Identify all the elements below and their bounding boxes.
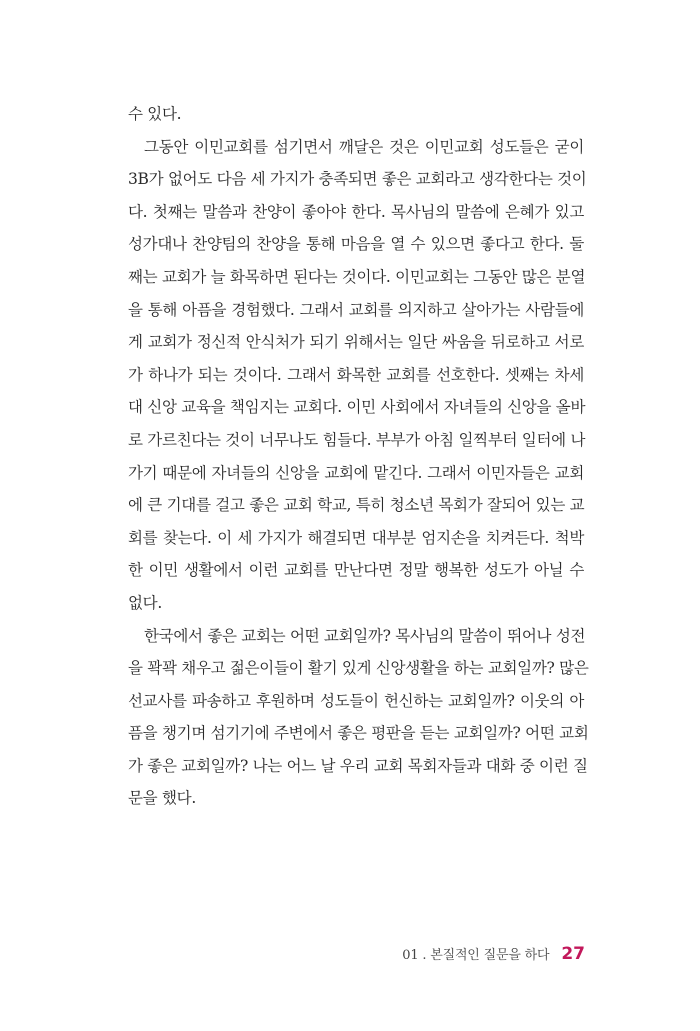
text-line: 그동안 이민교회를 섬기면서 깨달은 것은 이민교회 성도들은 굳이 [144,137,584,156]
text-line: 픔을 챙기며 섬기기에 주변에서 좋은 평판을 듣는 교회일까? 어떤 교회 [128,724,589,743]
text-line: 가 좋은 교회일까? 나는 어느 날 우리 교회 목회자들과 대화 중 이런 질 [128,756,588,775]
chapter-title: 01 . 본질적인 질문을 하다 [402,948,550,963]
text-line: 을 통해 아픔을 경험했다. 그래서 교회를 의지하고 살아가는 사람들에 [128,300,584,319]
text-line: 가기 때문에 자녀들의 신앙을 교회에 맡긴다. 그래서 이민자들은 교회 [128,463,584,482]
text-line: 게 교회가 정신적 안식처가 되기 위해서는 일단 싸움을 뒤로하고 서로 [128,333,584,352]
text-line: 회를 찾는다. 이 세 가지가 해결되면 대부분 엄지손을 치켜든다. 척박 [128,528,584,547]
text-line: 다. 첫째는 말씀과 찬양이 좋아야 한다. 목사님의 말씀에 은혜가 있고 [128,202,584,221]
text-line: 한국에서 좋은 교회는 어떤 교회일까? 목사님의 말씀이 뛰어나 성전 [144,626,586,645]
text-line: 째는 교회가 늘 화목하면 된다는 것이다. 이민교회는 그동안 많은 분열 [128,267,586,286]
text-line: 대 신앙 교육을 책임지는 교회다. 이민 사회에서 자녀들의 신앙을 올바 [128,398,586,417]
text-line: 수 있다. [128,105,182,123]
text-line: 3B가 없어도 다음 세 가지가 충족되면 좋은 교회라고 생각한다는 것이 [128,170,587,189]
text-line: 로 가르친다는 것이 너무나도 힘들다. 부부가 아침 일찍부터 일터에 나 [128,430,586,449]
text-line: 한 이민 생활에서 이런 교회를 만난다면 정말 행복한 성도가 아닐 수 [128,561,584,580]
text-line: 문을 했다. [128,789,196,808]
text-line: 에 큰 기대를 걸고 좋은 교회 학교, 특히 청소년 목회가 잘되어 있는 교 [128,496,585,515]
body-text [128,98,589,815]
page-number: 27 [561,944,585,964]
page-footer [402,944,585,964]
text-line: 을 꽉꽉 채우고 젊은이들이 활기 있게 신앙생활을 하는 교회일까? 많은 [128,659,589,678]
text-line: 선교사를 파송하고 후원하며 성도들이 헌신하는 교회일까? 이웃의 아 [128,691,584,710]
text-line: 가 하나가 되는 것이다. 그래서 화목한 교회를 선호한다. 셋째는 차세 [128,365,584,384]
text-line: 성가대나 찬양팀의 찬양을 통해 마음을 열 수 있으면 좋다고 한다. 둘 [128,235,584,254]
text-line: 없다. [128,593,162,612]
